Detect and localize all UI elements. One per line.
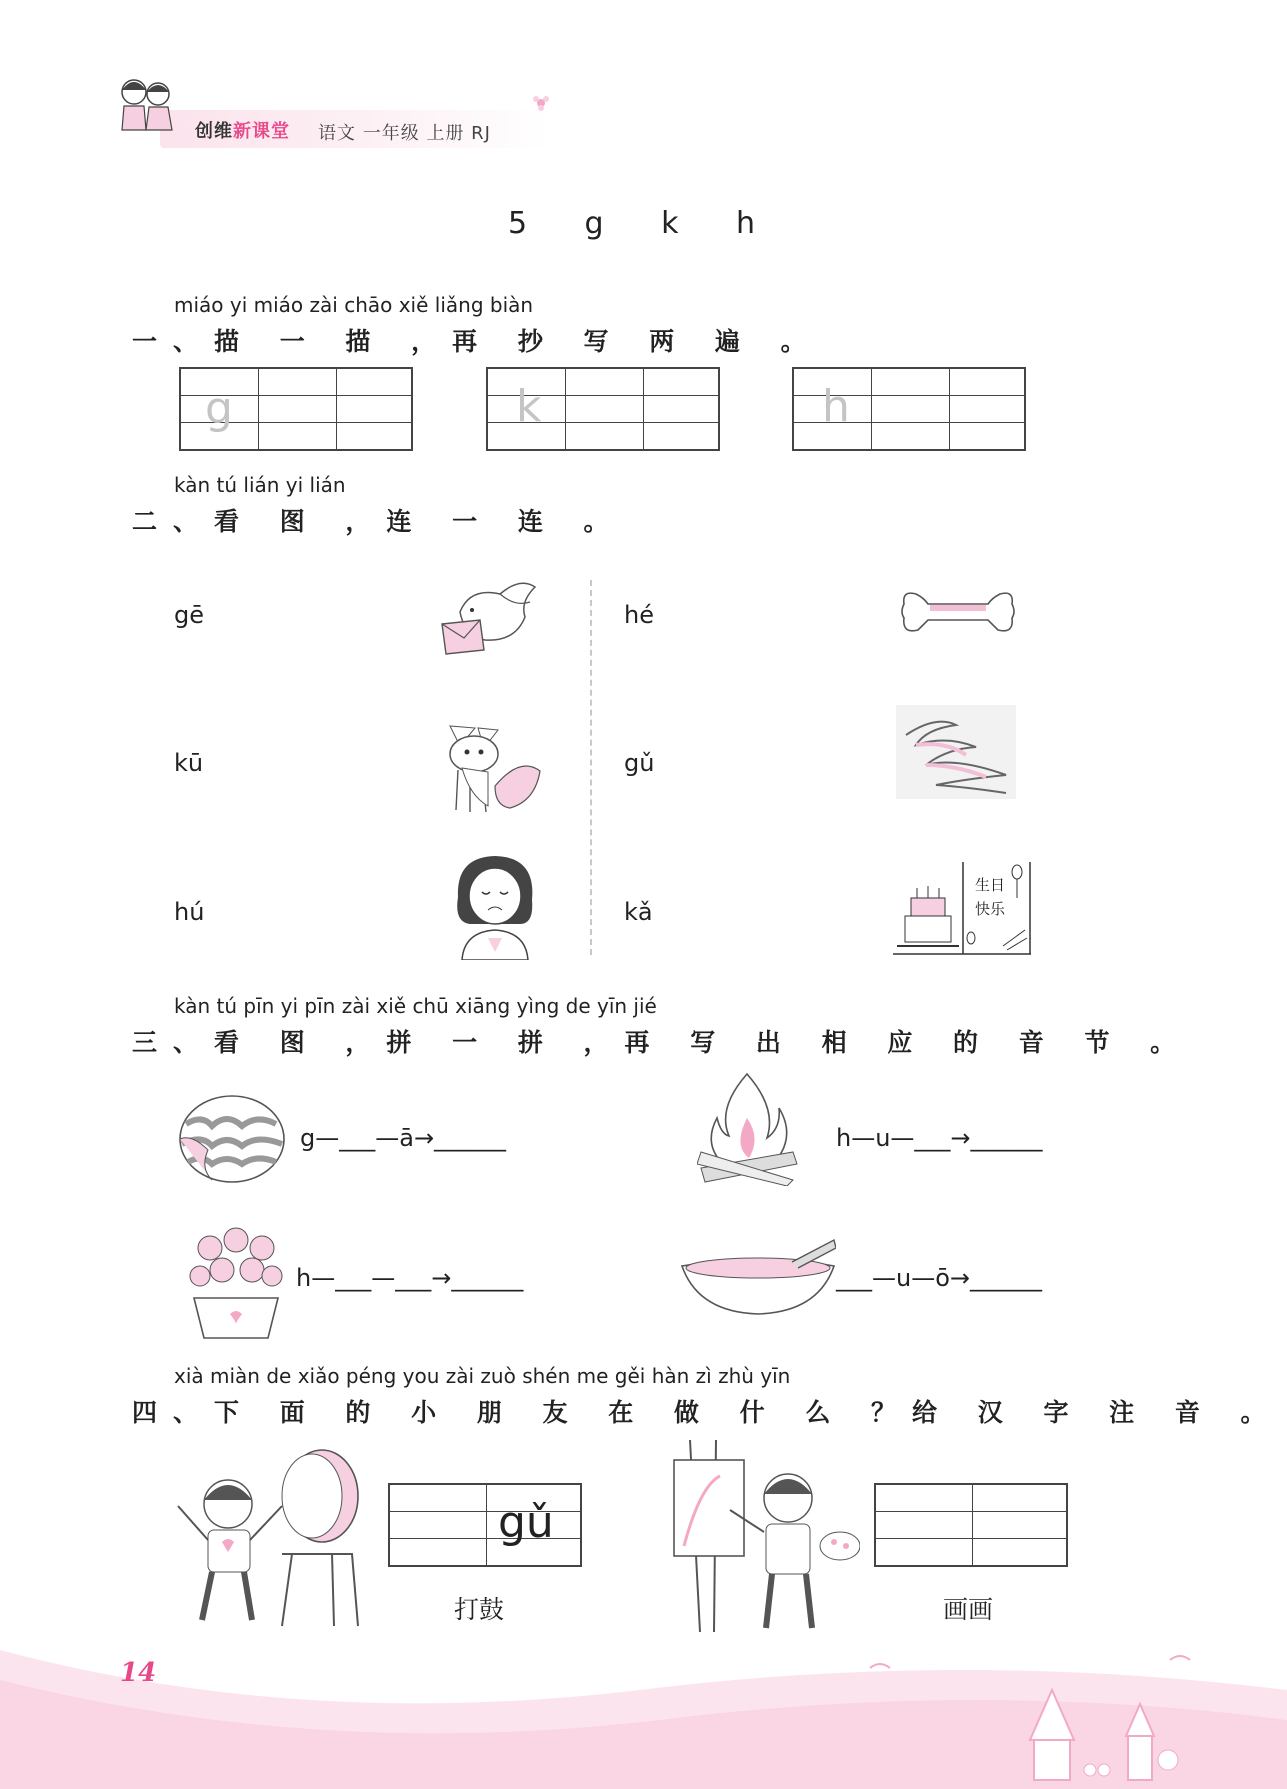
match-right-gu[interactable]: gǔ: [624, 749, 655, 777]
trace-letter-g: g: [205, 383, 233, 434]
page-title: 5 g k h: [507, 206, 780, 241]
match-left-hu[interactable]: hú: [174, 898, 205, 926]
birthday-card-icon[interactable]: [893, 858, 1033, 958]
spell-formula-1[interactable]: g—___—ā→______: [300, 1124, 507, 1152]
watermelon-icon: [172, 1094, 286, 1184]
caption-paint: 画画: [943, 1595, 994, 1624]
spell-formula-3[interactable]: h—___—___→______: [296, 1264, 524, 1292]
section2-pinyin: kàn tú lián yi lián: [174, 473, 346, 497]
trace-letter-h: h: [822, 381, 850, 432]
brand-name: 创维新课堂: [195, 121, 290, 142]
spell-formula-2[interactable]: h—u—___→______: [836, 1124, 1043, 1152]
trace-grid-h[interactable]: [792, 367, 1026, 451]
pigeon-letter-icon[interactable]: [440, 572, 540, 662]
match-left-ge[interactable]: gē: [174, 601, 204, 629]
caption-drum: 打鼓: [454, 1595, 505, 1624]
flower-pot-icon: [186, 1226, 286, 1341]
crying-girl-icon[interactable]: [450, 852, 540, 960]
section4-pinyin: xià miàn de xiǎo péng you zài zuò shén me gěi hàn zì zhù yīn: [174, 1364, 791, 1388]
book-info: 语文 一年级 上册 RJ: [318, 123, 491, 144]
grain-icon[interactable]: [896, 705, 1016, 799]
wok-icon: [678, 1236, 836, 1316]
trace-grid-g[interactable]: [179, 367, 413, 451]
section3-heading: 三、看 图 ，拼 一 拼 ，再 写 出 相 应 的 音 节 。: [132, 1028, 1192, 1057]
bone-icon[interactable]: [900, 584, 1016, 640]
header-kids-illustration: [112, 72, 182, 138]
match-right-ka[interactable]: kǎ: [624, 898, 653, 926]
annotate-grid-paint[interactable]: [874, 1483, 1068, 1567]
match-right-he[interactable]: hé: [624, 601, 654, 629]
section1-pinyin: miáo yi miáo zài chāo xiě liǎng biàn: [174, 293, 534, 317]
trace-letter-k: k: [516, 381, 542, 432]
flower-icon: [530, 92, 552, 114]
boy-drumming-illustration: [172, 1446, 366, 1630]
campfire-icon: [697, 1068, 801, 1186]
fox-icon[interactable]: [440, 716, 550, 816]
annotate-grid-drum[interactable]: [388, 1483, 582, 1567]
answer-gu: gǔ: [498, 1497, 554, 1548]
boy-painting-illustration: [660, 1436, 860, 1632]
section3-pinyin: kàn tú pīn yi pīn zài xiě chū xiāng yìng de yīn jié: [174, 994, 657, 1018]
match-left-ku[interactable]: kū: [174, 749, 204, 777]
section2-heading: 二、看 图 ，连 一 连 。: [132, 507, 625, 536]
column-divider: [590, 580, 592, 955]
birthday-card-text: 生日 快乐: [975, 876, 1006, 918]
trace-grid-k[interactable]: [486, 367, 720, 451]
section1-heading: 一、描 一 描 ，再 抄 写 两 遍 。: [132, 327, 822, 356]
page-number: 14: [120, 1658, 157, 1688]
spell-formula-4[interactable]: ___—u—ō→______: [836, 1264, 1043, 1292]
section4-heading: 四、下 面 的 小 朋 友 在 做 什 么 ？给 汉 字 注 音 。: [132, 1398, 1282, 1427]
footer-wave-decoration: [0, 1620, 1287, 1789]
